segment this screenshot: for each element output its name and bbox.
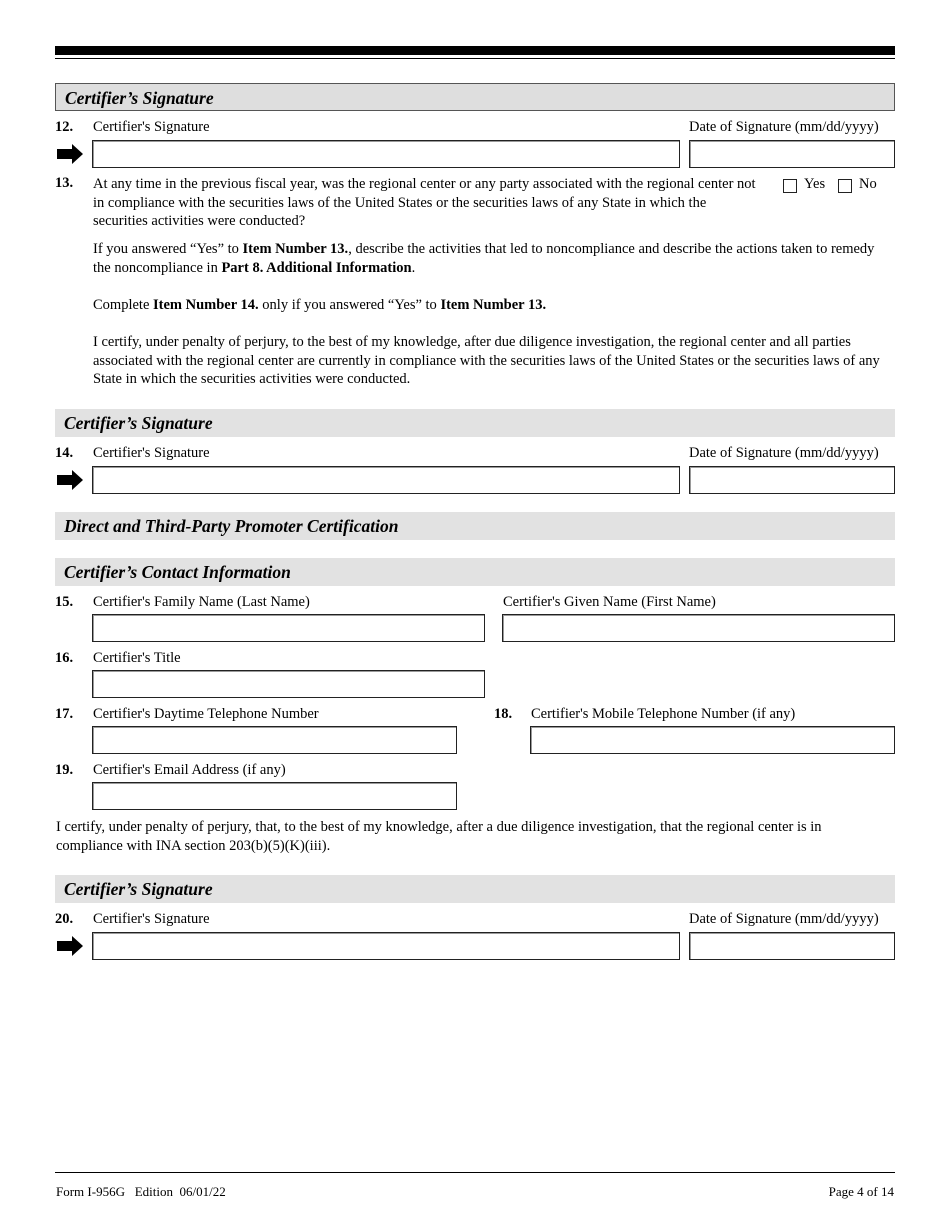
arrow-right-icon [57,470,83,490]
item-number: 16. [55,650,74,666]
daytime-phone-field[interactable] [92,726,457,754]
item-number: 14. [55,445,74,461]
section-header-certifier-signature: Certifier’s Signature [55,875,895,903]
item-number: 17. [55,706,74,722]
yes-checkbox[interactable] [783,179,797,193]
form-edition: Form I-956G Edition 06/01/22 [56,1184,226,1199]
certifier-signature-field[interactable] [92,140,680,168]
field-label: Certifier's Family Name (Last Name) [93,594,310,610]
field-label: Certifier's Signature [93,445,210,461]
field-label: Certifier's Signature [93,911,210,927]
email-field[interactable] [92,782,457,810]
given-name-field[interactable] [502,614,895,642]
field-label: Date of Signature (mm/dd/yyyy) [689,119,879,135]
family-name-field[interactable] [92,614,485,642]
item-number: 18. [494,706,513,722]
item-number: 13. [55,175,74,191]
field-label: Certifier's Signature [93,119,210,135]
instruction-paragraph: Complete Item Number 14. only if you answered “Yes” to Item Number 13. [93,297,547,313]
section-header-certifier-signature: Certifier’s Signature [55,83,895,111]
section-header-contact-information: Certifier’s Contact Information [55,558,895,586]
title-field[interactable] [92,670,485,698]
section-header-certifier-signature: Certifier’s Signature [55,409,895,437]
no-label: No [859,176,877,192]
arrow-right-icon [57,144,83,164]
certification-paragraph: I certify, under penalty of perjury, that, to the best of my knowledge, after a due diligence investigation, that the regional center is in compliance with INA section 203(b)(5)(K)(iii). [56,819,822,854]
field-label: Certifier's Daytime Telephone Number [93,706,319,722]
certifier-signature-field[interactable] [92,466,680,494]
mobile-phone-field[interactable] [530,726,895,754]
field-label: Certifier's Email Address (if any) [93,762,286,778]
item-number: 15. [55,594,74,610]
page-number: Page 4 of 14 [828,1184,894,1199]
question-text: At any time in the previous fiscal year, was the regional center or any party associated with the regional center not in compliance with the securities laws of the United States or the securities laws of any State in which the securities activities were conducted? [93,176,756,229]
field-label: Certifier's Title [93,650,181,666]
yes-label: Yes [804,176,826,192]
instruction-paragraph: If you answered “Yes” to Item Number 13., describe the activities that led to noncompliance and describe the actions taken to remedy the noncompliance in Part 8. Additional Information. [93,241,875,276]
signature-date-field[interactable] [689,932,895,960]
header-thick-rule [55,46,895,55]
item-number: 20. [55,911,74,927]
footer-rule [55,1172,895,1173]
header-thin-rule [55,58,895,59]
field-label: Certifier's Given Name (First Name) [503,594,716,610]
field-label: Date of Signature (mm/dd/yyyy) [689,445,879,461]
certifier-signature-field[interactable] [92,932,680,960]
signature-date-field[interactable] [689,466,895,494]
no-checkbox[interactable] [838,179,852,193]
field-label: Certifier's Mobile Telephone Number (if any) [531,706,796,722]
section-header-promoter-certification: Direct and Third-Party Promoter Certification [55,512,895,540]
field-label: Date of Signature (mm/dd/yyyy) [689,911,879,927]
certification-paragraph: I certify, under penalty of perjury, to the best of my knowledge, after due diligence investigation, the regional center and all parties associated with the regional center are currently in compliance with the securities laws of the United States or the securities laws of any State in which the securities activities were conducted. [93,334,880,387]
item-number: 19. [55,762,74,778]
arrow-right-icon [57,936,83,956]
signature-date-field[interactable] [689,140,895,168]
item-number: 12. [55,119,74,135]
